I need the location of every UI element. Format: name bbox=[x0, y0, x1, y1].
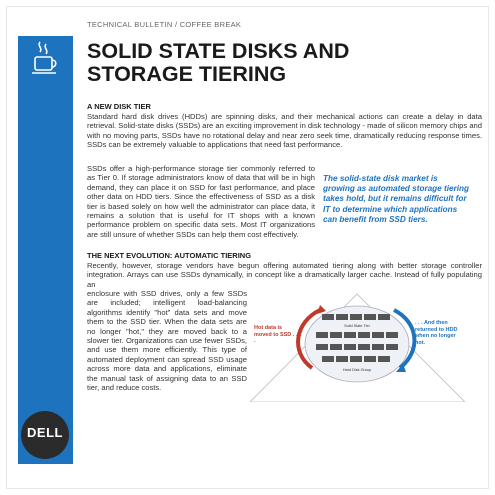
paragraph-new-tier-2: SSDs offer a high-performance storage tier commonly referred to as Tier 0. If storage administrators know of data that will be in high demand, they can place it on SSD for fast performance, and place other data on HDD tiers. Since the effectiveness of SSD as a disk tier is based solely on how well the administrator can place data, it remains a solution that is useful for IT shops with a known performance problem on specific data sets. Most IT organizations are still unsure of whether SSDs can help them cost effectively. bbox=[87, 164, 315, 239]
coffee-cup-icon bbox=[30, 40, 60, 80]
paragraph-next-evolution-wide: Recently, however, storage vendors have begun offering automated tiering along with better storage controller integration. Arrays can use SSDs dynamically, in concept like a dramatically larger cache. Instead of fully populating an bbox=[87, 261, 482, 289]
page-title bbox=[87, 40, 482, 86]
dell-logo-text: DELL bbox=[27, 425, 63, 440]
section-heading-next-evolution: THE NEXT EVOLUTION: AUTOMATIC TIERING bbox=[87, 251, 252, 260]
hot-data-label: Hot data is moved to SSD . . . bbox=[254, 325, 298, 344]
title-line-2: STORAGE TIERING bbox=[87, 62, 287, 86]
title-line-1: SOLID STATE DISKS AND bbox=[87, 39, 350, 63]
paragraph-new-tier-1: Standard hard disk drives (HDDs) are spinning disks, and their mechanical actions can create a delay in data retrieval. Solid-state disks (SSDs) are an exciting improvement in disk technology - made of silicon memory chips and with no moving parts, SSDs have no rotational delay and near zero seek time, dramatically reducing response times. SSDs can be extremely valuable to applications that need fast performance. bbox=[87, 112, 482, 150]
blue-sidebar bbox=[18, 36, 73, 464]
bulletin-label: TECHNICAL BULLETIN / COFFEE BREAK bbox=[87, 20, 242, 29]
tiering-diagram bbox=[250, 292, 465, 402]
tier-bottom-label: Hard Disk Group bbox=[342, 368, 372, 372]
paragraph-next-evolution-narrow: enclosure with SSD drives, only a few SSDs are included; intelligent load-balancing algorithms identify "hot" data sets and move them to the SSD tier. When the data sets are no longer "hot," they are moved back to a slower tier. Organizations can use fewer SSDs, and use them more efficiently. This type of automated deployment can spread SSD usage across more data and applications, eliminate the manual task of assigning data to an SSD tier, and reduce costs. bbox=[87, 289, 247, 393]
return-data-label: . . . And then returned to HDD when no longer hot. bbox=[415, 320, 458, 346]
section-heading-new-tier: A NEW DISK TIER bbox=[87, 102, 151, 111]
tier-top-label: Solid State Tier bbox=[344, 324, 370, 328]
pull-quote: The solid-state disk market is growing as automated storage tiering takes hold, but it remains difficult for IT to determine which applications can benefit from SSD tiers. bbox=[323, 174, 470, 224]
